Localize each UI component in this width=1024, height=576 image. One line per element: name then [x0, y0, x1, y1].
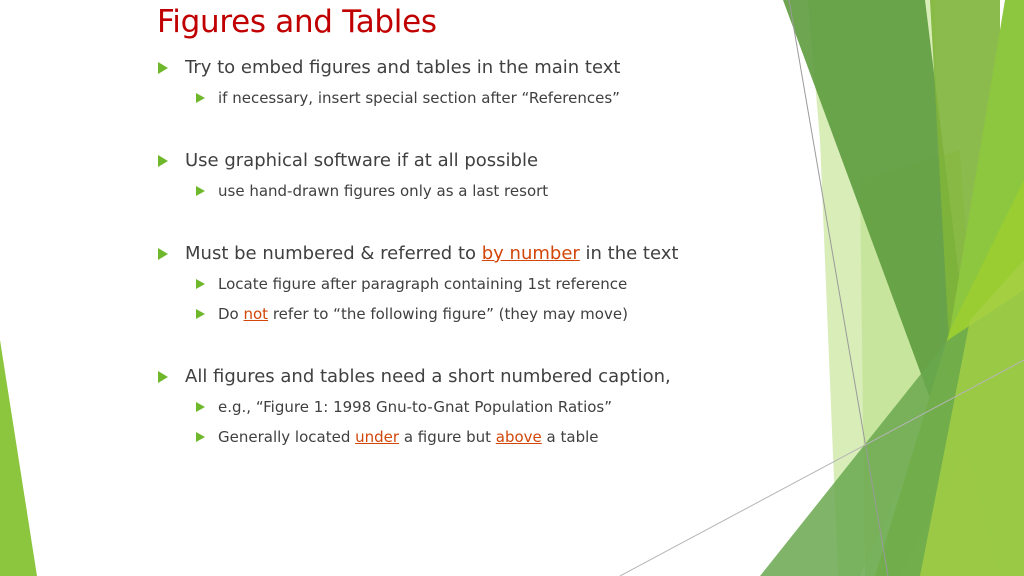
subbullet-text — [218, 428, 598, 446]
triangle-right-icon — [196, 432, 205, 442]
triangle-right-icon — [196, 402, 205, 412]
bullet-text-pre: Must be numbered & referred to — [185, 243, 482, 264]
triangle-right-icon — [196, 309, 205, 319]
subbullet-do-not-refer — [196, 305, 628, 323]
above-link[interactable]: above — [495, 428, 542, 446]
triangle-right-icon — [158, 62, 168, 74]
triangle-right-icon — [196, 93, 205, 103]
subbullet-references-section — [196, 89, 620, 107]
bullet-text: All figures and tables need a short numbered caption, — [185, 366, 671, 387]
subbullet-text-post: refer to “the following figure” (they may move) — [268, 305, 628, 323]
bullet-text-post: in the text — [579, 243, 679, 264]
subbullet-hand-drawn — [196, 182, 548, 200]
subbullet-text — [218, 305, 628, 323]
subbullet-text: use hand-drawn figures only as a last resort — [218, 182, 549, 200]
subbullet-text-pre: Do — [218, 305, 244, 323]
subbullet-text-pre: Generally located — [218, 428, 356, 446]
triangle-right-icon — [196, 186, 205, 196]
triangle-right-icon — [158, 248, 168, 260]
bullet-embed-figures — [158, 57, 620, 78]
by-number-link[interactable]: by number — [481, 243, 580, 264]
slide-title: Figures and Tables — [157, 4, 437, 40]
subbullet-text: e.g., “Figure 1: 1998 Gnu-to-Gnat Population Ratios” — [218, 398, 612, 416]
bullet-numbered-referred — [158, 243, 678, 264]
subbullet-example-caption — [196, 398, 612, 416]
bullet-text: Try to embed figures and tables in the main text — [185, 57, 621, 78]
triangle-right-icon — [158, 155, 168, 167]
subbullet-text: Locate figure after paragraph containing 1st reference — [218, 275, 628, 293]
not-link[interactable]: not — [243, 305, 269, 323]
bullet-caption — [158, 366, 671, 387]
bullet-graphical-software — [158, 150, 538, 171]
under-link[interactable]: under — [355, 428, 400, 446]
left-edge-shard — [0, 340, 37, 576]
triangle-right-icon — [158, 371, 168, 383]
subbullet-text: if necessary, insert special section after “References” — [218, 89, 620, 107]
subbullet-text-mid: a figure but — [399, 428, 496, 446]
bullet-text — [185, 243, 678, 264]
subbullet-text-post: a table — [541, 428, 599, 446]
subbullet-caption-location — [196, 428, 598, 446]
bullet-text: Use graphical software if at all possible — [185, 150, 539, 171]
subbullet-locate-figure — [196, 275, 627, 293]
triangle-right-icon — [196, 279, 205, 289]
